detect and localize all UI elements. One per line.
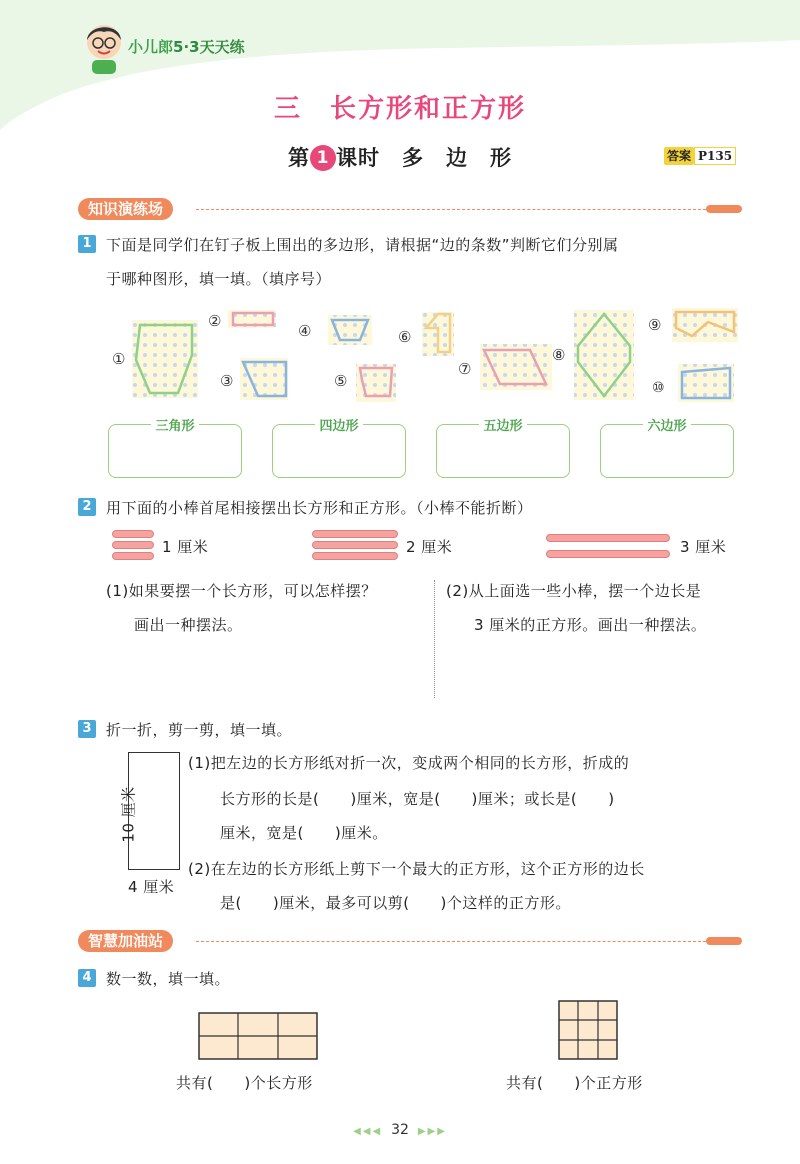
shape-marker: ⑤	[334, 372, 348, 390]
stick-2cm-label: 2 厘米	[406, 538, 453, 556]
answer-box-quadrilateral[interactable]: 四边形	[272, 424, 406, 478]
unit-title: 三 长方形和正方形	[273, 94, 526, 124]
stick-3cm	[546, 534, 670, 542]
question-1-number: 1	[78, 235, 96, 253]
shape-marker: ③	[220, 372, 234, 390]
answer-box-triangle[interactable]: 三角形	[108, 424, 242, 478]
shape-marker: ⑥	[398, 328, 412, 346]
right-arrows-icon: ▶▶▶	[417, 1126, 447, 1137]
q2-part1-line2: 画出一种摆法。	[134, 616, 243, 634]
stick-3cm	[546, 550, 670, 558]
stick-2cm	[312, 552, 398, 560]
column-divider	[434, 580, 435, 698]
square-grid-figure	[558, 1000, 620, 1062]
brand-text: 小儿郎5·3天天练	[128, 38, 245, 56]
section-divider	[196, 209, 706, 210]
shape-marker: ②	[208, 312, 222, 330]
q4-fill-left: 共有( )个长方形	[176, 1074, 313, 1092]
q3-part1-line3: 厘米，宽是( )厘米。	[220, 824, 388, 842]
question-3-number: 3	[78, 720, 96, 738]
stick-1cm	[112, 541, 154, 549]
shape-marker: ⑧	[552, 346, 566, 364]
answer-ref: 答案 P135	[664, 147, 736, 164]
section-wisdom-label: 智慧加油站	[78, 930, 173, 952]
shape-marker: ①	[112, 350, 126, 368]
question-4-number: 4	[78, 969, 96, 987]
rectangle-grid-figure	[198, 1012, 320, 1062]
q2-part1-line1: (1)如果要摆一个长方形，可以怎样摆？	[106, 582, 377, 600]
stick-1cm	[112, 530, 154, 538]
q3-part1-line1: (1)把左边的长方形纸对折一次，变成两个相同的长方形，折成的	[188, 754, 630, 772]
stick-3cm-label: 3 厘米	[680, 538, 727, 556]
answer-box-pentagon[interactable]: 五边形	[436, 424, 570, 478]
q3-part2-line2: 是( )厘米，最多可以剪( )个这样的正方形。	[220, 894, 571, 912]
question-3-intro: 折一折，剪一剪，填一填。	[106, 721, 293, 739]
stick-1cm	[112, 552, 154, 560]
q2-part2-line1: (2)从上面选一些小棒，摆一个边长是	[446, 582, 702, 600]
lesson-title: 第 1 课时 多 边 形	[288, 146, 512, 170]
question-4-intro: 数一数，填一填。	[106, 970, 231, 988]
q3-part1-line2: 长方形的长是( )厘米，宽是( )厘米；或长是( )	[220, 790, 615, 808]
page-footer	[0, 1122, 800, 1138]
q4-fill-right: 共有( )个正方形	[506, 1074, 643, 1092]
stick-2cm	[312, 530, 398, 538]
pencil-icon	[706, 937, 742, 945]
q2-part2-line2: 3 厘米的正方形。画出一种摆法。	[474, 616, 707, 634]
shape-marker: ⑨	[648, 316, 662, 334]
shape-marker: ⑦	[458, 360, 472, 378]
page-number: 32	[391, 1122, 409, 1138]
pegboard-figures	[100, 300, 760, 410]
left-arrows-icon: ◀◀◀	[353, 1126, 383, 1137]
answer-box-hexagon[interactable]: 六边形	[600, 424, 734, 478]
question-1-text-line2: 于哪种图形，填一填。（填序号）	[106, 270, 332, 288]
pencil-icon	[706, 205, 742, 213]
shape-marker: ④	[298, 322, 312, 340]
stick-1cm-label: 1 厘米	[162, 538, 209, 556]
section-practice-label: 知识演练场	[78, 198, 173, 220]
question-1-text-line1: 下面是同学们在钉子板上围出的多边形，请根据“边的条数”判断它们分别属	[106, 236, 619, 254]
stick-2cm	[312, 541, 398, 549]
q3-part2-line1: (2)在左边的长方形纸上剪下一个最大的正方形，这个正方形的边长	[188, 860, 645, 878]
lesson-number-badge: 1	[310, 145, 336, 171]
question-2-number: 2	[78, 498, 96, 516]
width-label: 4 厘米	[128, 878, 175, 896]
section-divider	[196, 941, 706, 942]
shape-marker: ⑩	[652, 380, 665, 396]
question-2-intro: 用下面的小棒首尾相接摆出长方形和正方形。（小棒不能折断）	[106, 499, 533, 517]
height-label: 10 厘米	[119, 786, 138, 843]
mascot-logo	[80, 20, 128, 74]
